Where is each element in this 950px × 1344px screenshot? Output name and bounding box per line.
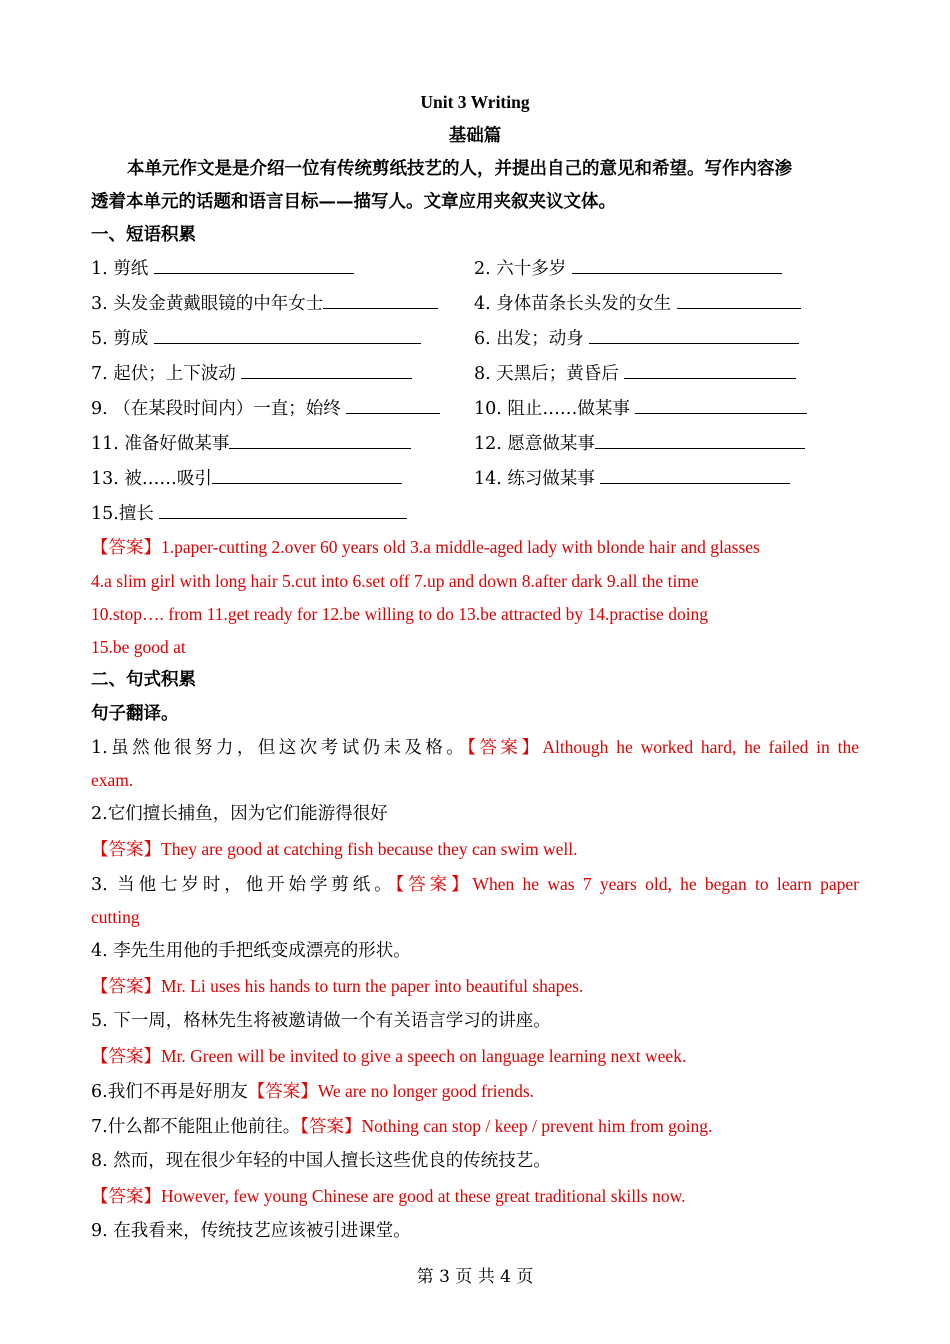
sentence-8: 8. 然而，现在很少年轻的中国人擅长这些优良的传统技艺。 [91,1151,551,1171]
answer-blank[interactable] [323,290,438,309]
answer-blank[interactable] [159,500,407,519]
phrase-item: 15.擅长 [91,500,407,526]
section-1-answer-line: 10.stop…. from 11.get ready for 12.be willing to do 13.be attracted by 14.practise doing [91,604,709,624]
phrase-item: 8. 天黑后；黄昏后 [474,360,796,386]
sentence-7: 7.什么都不能阻止他前往。【答案】Nothing can stop / keep / prevent him from going. [91,1116,713,1137]
answer-blank[interactable] [154,255,354,274]
answer-blank[interactable] [154,325,421,344]
answer-blank[interactable] [212,465,402,484]
phrase-item: 1. 剪纸 [91,255,354,281]
answer-blank[interactable] [635,395,807,414]
section-2-subheading: 句子翻译。 [91,704,179,724]
phrase-item: 9. （在某段时间内）一直；始终 [91,395,440,421]
phrase-item: 2. 六十多岁 [474,255,782,281]
phrase-item: 13. 被……吸引 [91,465,402,491]
sentence-4: 4. 李先生用他的手把纸变成漂亮的形状。 [91,941,411,961]
sentence-3: 3. 当他七岁时，他开始学剪纸。【答案】When he was 7 years old, he began to learn paper [91,874,860,895]
answer-blank[interactable] [600,465,790,484]
sentence-8-answer: 【答案】However, few young Chinese are good at these great traditional skills now. [91,1186,686,1207]
answer-blank[interactable] [595,430,805,449]
section-2-heading: 二、句式积累 [91,670,196,690]
answer-blank[interactable] [229,430,411,449]
phrase-item: 5. 剪成 [91,325,421,351]
answer-blank[interactable] [677,290,801,309]
phrase-item: 10. 阻止……做某事 [474,395,807,421]
sentence-2: 2.它们擅长捕鱼，因为它们能游得很好 [91,804,388,824]
section-1-heading: 一、短语积累 [91,225,196,245]
page-title: Unit 3 Writing [420,92,530,112]
phrase-item: 11. 准备好做某事 [91,430,411,456]
answer-blank[interactable] [346,395,440,414]
sentence-1-answer-cont: exam. [91,770,134,790]
sentence-6: 6.我们不再是好朋友【答案】We are no longer good friends. [91,1081,535,1102]
answer-blank[interactable] [589,325,799,344]
page-subtitle: 基础篇 [448,126,502,146]
section-1-answer-line: 【答案】1.paper-cutting 2.over 60 years old 3.a middle-aged lady with blonde hair and glasses [91,537,760,558]
answer-blank[interactable] [624,360,796,379]
section-1-answer-line: 4.a slim girl with long hair 5.cut into 6.set off 7.up and down 8.after dark 9.all the time [91,571,699,591]
intro-line-1: 本单元作文是是介绍一位有传统剪纸技艺的人，并提出自己的意见和希望。写作内容渗 [127,159,792,179]
sentence-5: 5. 下一周，格林先生将被邀请做一个有关语言学习的讲座。 [91,1011,551,1031]
phrase-item: 12. 愿意做某事 [474,430,805,456]
page-footer: 第 3 页 共 4 页 [416,1267,534,1287]
sentence-3-answer-cont: cutting [91,907,140,927]
phrase-item: 6. 出发；动身 [474,325,799,351]
sentence-4-answer: 【答案】Mr. Li uses his hands to turn the paper into beautiful shapes. [91,976,584,997]
sentence-9: 9. 在我看来，传统技艺应该被引进课堂。 [91,1221,411,1241]
phrase-item: 7. 起伏；上下波动 [91,360,412,386]
answer-blank[interactable] [241,360,412,379]
section-1-answer-line: 15.be good at [91,637,186,657]
sentence-5-answer: 【答案】Mr. Green will be invited to give a speech on language learning next week. [91,1046,687,1067]
sentence-1: 1.虽然他很努力，但这次考试仍未及格。【答案】Although he worked hard, he failed in the [91,737,859,758]
phrase-item: 3. 头发金黄戴眼镜的中年女士 [91,290,438,316]
phrase-item: 4. 身体苗条长头发的女生 [474,290,801,316]
intro-line-2: 透着本单元的话题和语言目标——描写人。文章应用夹叙夹议文体。 [91,192,616,212]
answer-blank[interactable] [572,255,782,274]
phrase-item: 14. 练习做某事 [474,465,790,491]
sentence-2-answer: 【答案】They are good at catching fish because they can swim well. [91,839,578,860]
